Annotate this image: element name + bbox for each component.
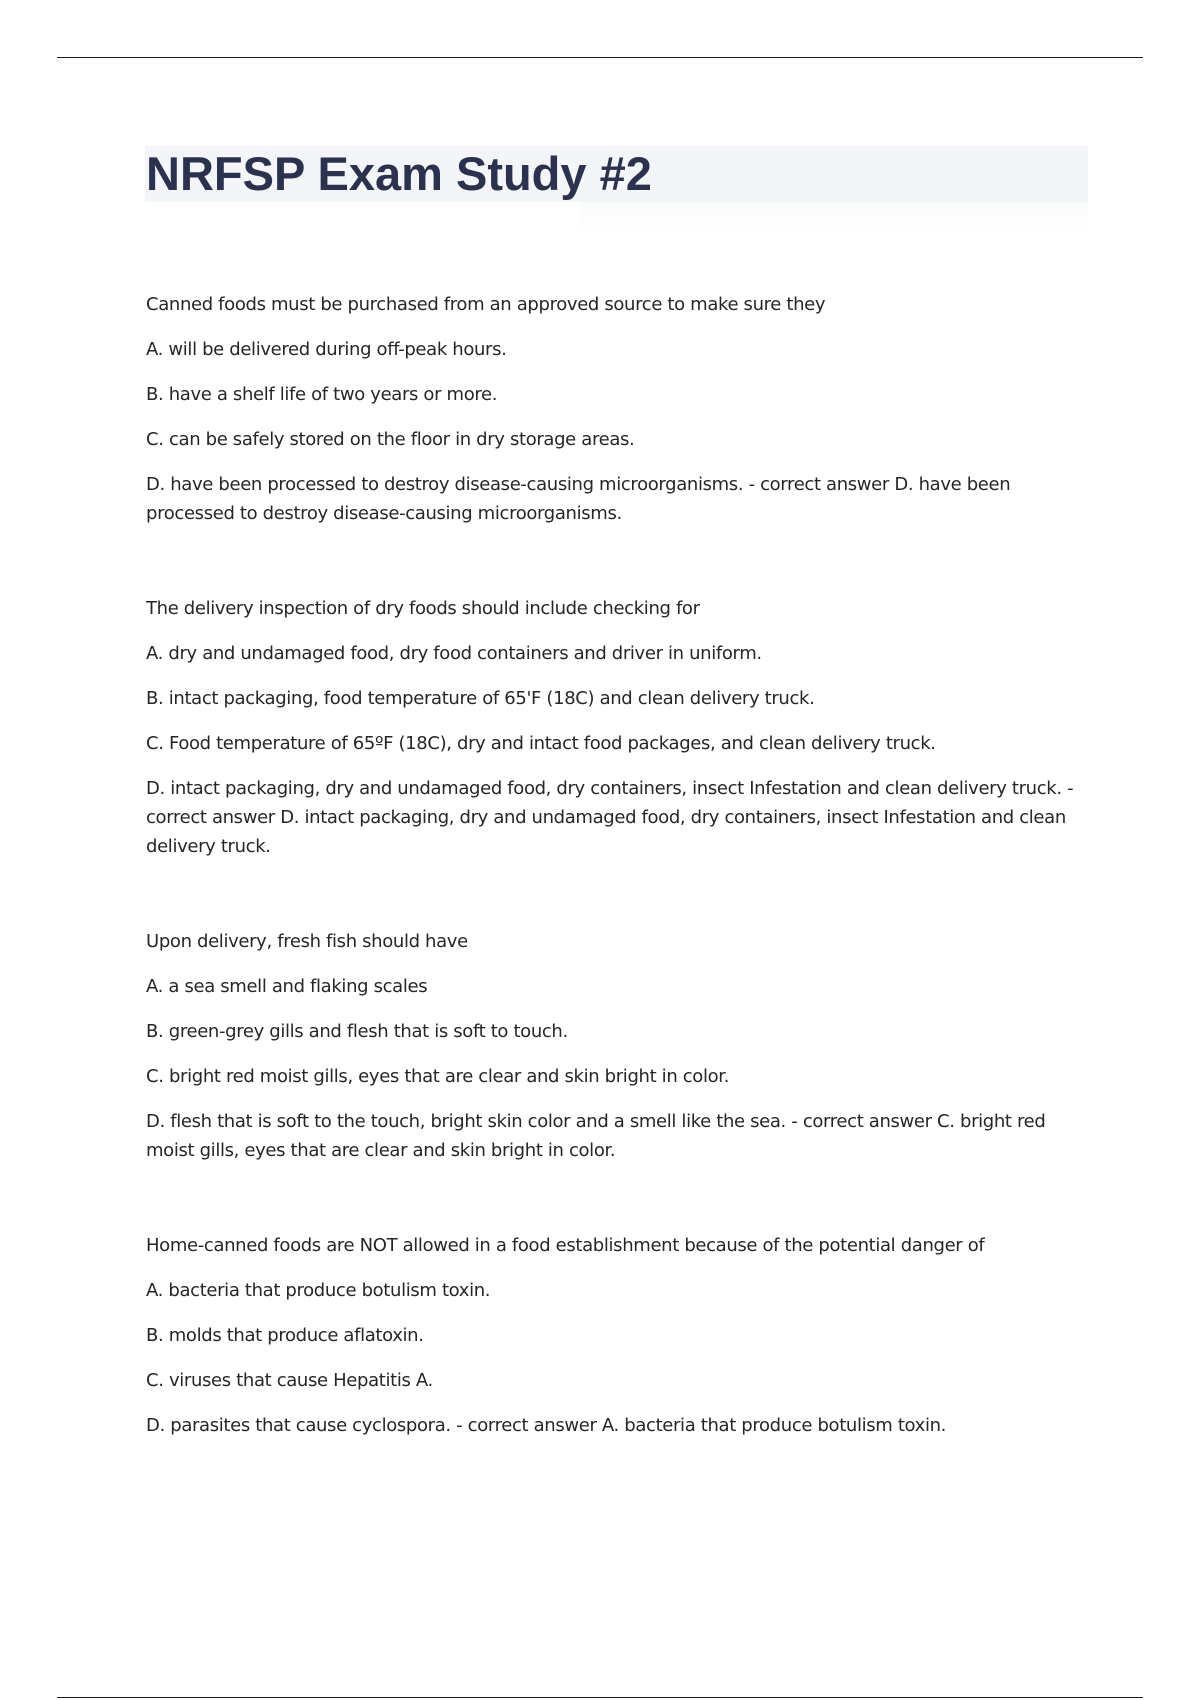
option-a: A. a sea smell and flaking scales <box>146 976 428 997</box>
option-b: B. green-grey gills and flesh that is soft to touch. <box>146 1021 568 1042</box>
option-a: A. dry and undamaged food, dry food containers and driver in uniform. <box>146 643 762 664</box>
question-3 <box>146 927 1096 1165</box>
question-prompt: Upon delivery, fresh fish should have <box>146 931 468 952</box>
question-prompt: Home-canned foods are NOT allowed in a food establishment because of the potential danger of <box>146 1235 985 1256</box>
option-c: C. viruses that cause Hepatitis A. <box>146 1370 433 1391</box>
title-background-fade <box>580 202 1088 238</box>
question-2 <box>146 594 1096 861</box>
option-c: C. bright red moist gills, eyes that are clear and skin bright in color. <box>146 1066 730 1087</box>
bottom-divider <box>57 1697 1143 1698</box>
question-prompt: Canned foods must be purchased from an approved source to make sure they <box>146 294 826 315</box>
option-b: B. molds that produce aflatoxin. <box>146 1325 424 1346</box>
option-b: B. intact packaging, food temperature of 65'F (18C) and clean delivery truck. <box>146 688 815 709</box>
question-list <box>146 290 1096 1506</box>
option-c: C. Food temperature of 65ºF (18C), dry and intact food packages, and clean delivery truck. <box>146 733 936 754</box>
top-divider <box>57 57 1143 58</box>
option-d-with-answer: D. intact packaging, dry and undamaged food, dry containers, insect Infestation and clean delivery truck. - correct answer D. intact packaging, dry and undamaged food, dry containers, insect Infestation and clean delivery truck. <box>146 778 1074 857</box>
option-d-with-answer: D. have been processed to destroy disease-causing microorganisms. - correct answer D. have been processed to destroy disease-causing microorganisms. <box>146 474 1011 524</box>
option-a: A. will be delivered during off-peak hours. <box>146 339 507 360</box>
option-b: B. have a shelf life of two years or more. <box>146 384 498 405</box>
option-d-with-answer: D. parasites that cause cyclospora. - correct answer A. bacteria that produce botulism toxin. <box>146 1415 947 1436</box>
page-title: NRFSP Exam Study #2 <box>146 147 652 200</box>
question-4 <box>146 1231 1096 1440</box>
option-d-with-answer: D. flesh that is soft to the touch, bright skin color and a smell like the sea. - correct answer C. bright red moist gills, eyes that are clear and skin bright in color. <box>146 1111 1046 1161</box>
question-1 <box>146 290 1096 528</box>
question-prompt: The delivery inspection of dry foods should include checking for <box>146 598 700 619</box>
option-a: A. bacteria that produce botulism toxin. <box>146 1280 491 1301</box>
option-c: C. can be safely stored on the floor in dry storage areas. <box>146 429 635 450</box>
